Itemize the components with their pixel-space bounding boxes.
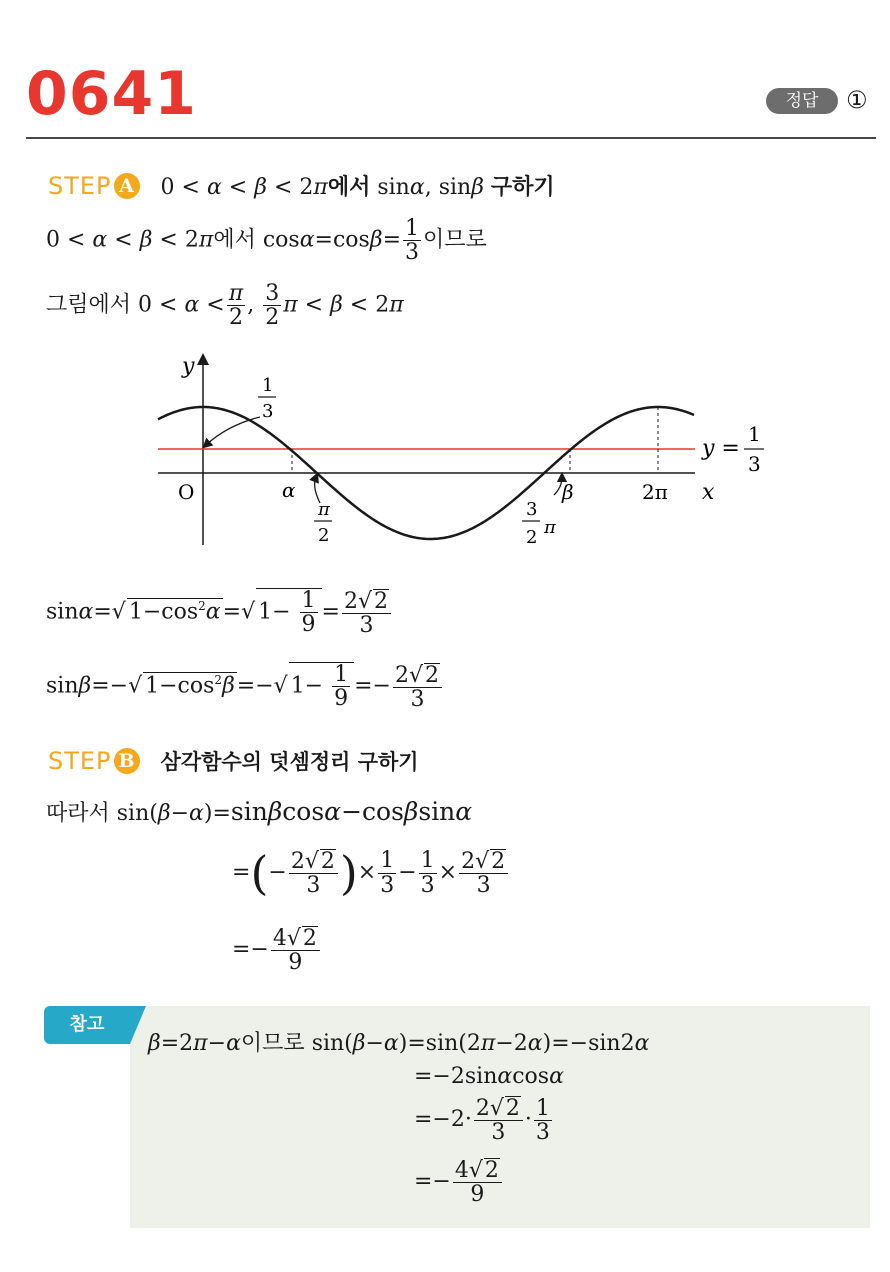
step-b-line-3: =− $\frac{4√2}{9}$ xyxy=(232,926,322,974)
three-halves-pi: π xyxy=(544,517,556,538)
line-num: 1 xyxy=(748,422,761,446)
step-a-line-1: 0 < α < β < 2π에서 cosα=cosβ= $\frac{1}{3}$ 이므로 xyxy=(46,216,487,266)
step-a-title-part1: 에서 xyxy=(327,175,371,200)
two-pi-label: 2π xyxy=(642,480,668,504)
step-b-line-2: =(− $\frac{2√2}{3}$ )× $\frac{1}{3}$ − $\frac{1}{3}$ × $\frac{2√2}{3}$ xyxy=(232,846,510,900)
note-line-2: =−2sinαcosα xyxy=(414,1064,564,1089)
step-b-badge: B xyxy=(114,748,140,774)
three-halves-num: 3 xyxy=(526,499,538,520)
beta-label: β xyxy=(562,480,574,504)
text-geurimeseo: 그림에서 xyxy=(46,292,132,318)
step-a-heading: STEP A 0 < α < β < 2π에서 sinα, sinβ 구하기 xyxy=(48,172,555,200)
x-axis-label: x xyxy=(702,480,715,505)
line-den: 3 xyxy=(748,452,761,476)
y-axis-label: y xyxy=(182,354,195,379)
text-ttaraseo: 따라서 xyxy=(46,801,110,826)
text-imeuro: 이므로 xyxy=(423,227,487,253)
answer-badge: 정답 xyxy=(766,88,838,114)
step-a-title-part2: 구하기 xyxy=(490,175,555,200)
step-b-label: STEP xyxy=(48,747,112,775)
origin-label: O xyxy=(178,480,195,504)
step-a-line-2: 그림에서 0 < α < $\frac{\pi}{2}$ , $\frac{3}{2}$ π < β < 2π xyxy=(46,281,404,331)
fraction-one-third: $\frac{1}{3}$ xyxy=(405,216,419,266)
step-b-line-1: 따라서 sin(β−α)=sinβcosα−cosβsinα xyxy=(46,797,473,826)
pi-over-2-den: 2 xyxy=(318,525,330,546)
cosine-graph xyxy=(150,345,800,575)
line-label: y = xyxy=(702,436,740,461)
step-a-label: STEP xyxy=(48,172,112,200)
step-a-badge: A xyxy=(114,173,140,199)
alpha-label: α xyxy=(282,478,296,502)
header-rule xyxy=(26,137,876,139)
sin-alpha-line: sinα=√ $1-\cos^2\alpha=√$ 1− $\frac{1}{9}$ = $\frac{2√2}{3}$ xyxy=(46,588,393,637)
step-b-title: 삼각함수의 덧셈정리 구하기 xyxy=(160,750,419,774)
note-line-3: =−2· $\frac{2√2}{3}$ · $\frac{1}{3}$ xyxy=(414,1095,550,1146)
answer-value: ① xyxy=(846,86,868,114)
pi-over-2-num: π xyxy=(318,499,330,520)
note-line-1: β=2π−α이므로 sin(β−α)=sin(2π−2α)=−sin2α xyxy=(148,1031,650,1056)
note-text-imeuro: 이므로 xyxy=(240,1031,305,1056)
sin-beta-line: sinβ=−√ $1-\cos^2\beta=-√$ 1− $\frac{1}{9}$ =− $\frac{2√2}{3}$ xyxy=(46,662,444,711)
note-line-4: =− $\frac{4√2}{9}$ xyxy=(414,1158,504,1206)
one-third-den: 3 xyxy=(262,401,274,422)
note-tag: 참고 xyxy=(44,1006,130,1044)
step-b-heading xyxy=(48,746,419,776)
one-third-num: 1 xyxy=(262,375,274,396)
problem-number: 0641 xyxy=(26,59,197,129)
text-eseo: 에서 xyxy=(213,227,256,253)
three-halves-den: 2 xyxy=(526,527,538,548)
arrow-three-halves-pi xyxy=(554,477,562,495)
